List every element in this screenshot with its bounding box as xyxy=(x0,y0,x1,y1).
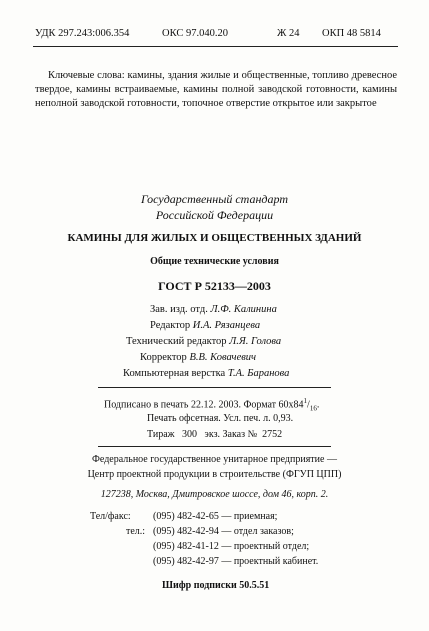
subscription-cipher: Шифр подписки 50.5.51 xyxy=(162,580,270,591)
standard-type-line2: Российской Федерации xyxy=(155,208,274,222)
document-subtitle: Общие технические условия xyxy=(150,256,279,267)
publisher-line2: Центр проектной продукции в строительстве (ФГУП ЦПП) xyxy=(87,469,342,480)
publisher-line1: Федеральное государственное унитарное предприятие — xyxy=(92,454,337,465)
credit-name: Л.Ф. Калинина xyxy=(210,304,277,315)
credit-row xyxy=(140,352,256,363)
credit-role: Корректор xyxy=(140,352,187,363)
credit-row xyxy=(126,336,281,347)
print-format-text: Подписано в печать 22.12. 2003. Формат 60х84 xyxy=(104,399,304,411)
keywords-paragraph: Ключевые слова: камины, здания жилые и общественные, топливо древесное твердое, камины встраиваемые, камины полной заводской готовности, камины неполной заводской готовности, топочное отверстие открытое или закрытое xyxy=(35,70,397,109)
contact-label: Тел/факс: xyxy=(90,511,131,522)
credit-role: Технический редактор xyxy=(126,336,227,347)
format-fraction-numerator: 1 xyxy=(303,397,308,405)
credit-name: В.В. Ковачевич xyxy=(189,352,257,363)
credit-name: И.А. Рязанцева xyxy=(192,320,261,331)
okp-code: ОКП 48 5814 xyxy=(322,28,381,39)
gost-number: ГОСТ Р 52133—2003 xyxy=(158,279,271,293)
credit-row xyxy=(150,304,277,315)
oks-code: ОКС 97.040.20 xyxy=(162,28,228,39)
contact-value: (095) 482-42-65 — приемная; xyxy=(153,511,278,522)
contact-value: (095) 482-41-12 — проектный отдел; xyxy=(153,541,310,552)
credits-divider xyxy=(98,387,331,388)
credit-row xyxy=(123,368,289,379)
credit-role: Редактор xyxy=(150,320,191,331)
udk-code: УДК 297.243:006.354 xyxy=(35,28,130,39)
standard-type-line1: Государственный стандарт xyxy=(140,192,289,206)
header-divider xyxy=(33,46,398,47)
zh-code: Ж 24 xyxy=(277,28,300,39)
print-info-line2: Печать офсетная. Усл. печ. л. 0,93. xyxy=(147,413,294,424)
publisher-address: 127238, Москва, Дмитровское шоссе, дом 46, корп. 2. xyxy=(100,489,329,500)
credit-row xyxy=(150,320,260,331)
credit-role: Зав. изд. отд. xyxy=(150,304,208,315)
credit-name: Л.Я. Голова xyxy=(229,336,282,347)
print-info-line3: Тираж 300 экз. Заказ № 2752 xyxy=(147,429,283,440)
print-info-line1: Подписано в печать 22.12. 2003. Формат $60х84^1/_{16}$. xyxy=(104,397,320,413)
credit-role: Компьютерная верстка xyxy=(123,368,226,379)
print-divider xyxy=(98,446,331,447)
document-title: КАМИНЫ ДЛЯ ЖИЛЫХ И ОБЩЕСТВЕННЫХ ЗДАНИЙ xyxy=(67,232,362,244)
contact-label: тел.: xyxy=(126,526,146,537)
contact-value: (095) 482-42-94 — отдел заказов; xyxy=(153,526,294,537)
format-fraction-denominator: 16 xyxy=(309,404,317,413)
contact-value: (095) 482-42-97 — проектный кабинет. xyxy=(153,556,319,567)
credit-name: Т.А. Баранова xyxy=(227,368,290,379)
